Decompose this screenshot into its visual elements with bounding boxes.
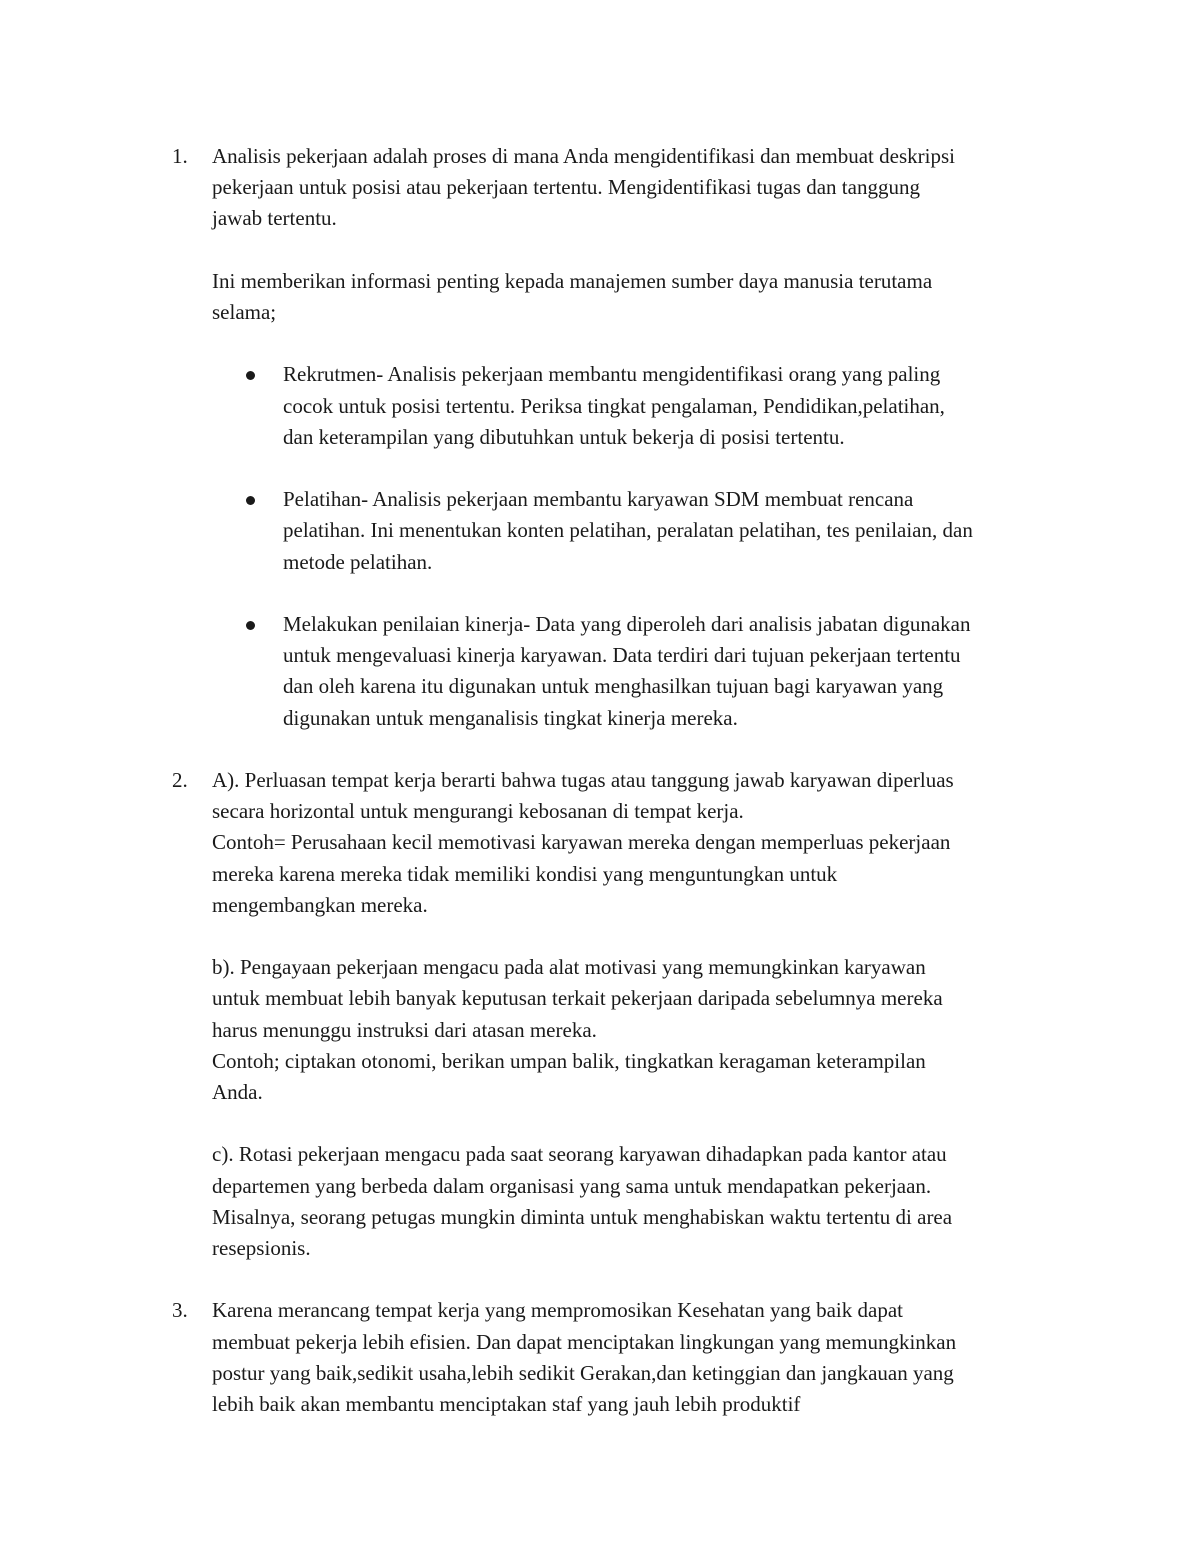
- bullet-list: [212, 359, 1072, 733]
- list-item-3: [172, 1295, 1072, 1420]
- list-number: 3.: [172, 1298, 188, 1323]
- bullet-text: Rekrutmen- Analisis pekerjaan membantu mengidentifikasi orang yang paling cocok untuk posisi tertentu. Periksa tingkat pengalaman, Pendidikan,pelatihan, dan keterampilan yang dibutuhkan untuk bekerja di posisi tertentu.: [283, 362, 945, 449]
- bullet-icon: [246, 496, 255, 505]
- paragraph: c). Rotasi pekerjaan mengacu pada saat seorang karyawan dihadapkan pada kantor atau departemen yang berbeda dalam organisasi yang sama untuk mendapatkan pekerjaan. Misalnya, seorang petugas mungkin diminta untuk menghabiskan waktu tertentu di area resepsionis.: [212, 1142, 953, 1260]
- bullet-text: Melakukan penilaian kinerja- Data yang diperoleh dari analisis jabatan digunakan untuk mengevaluasi kinerja karyawan. Data terdiri dari tujuan pekerjaan tertentu dan oleh karena itu digunakan untuk menghasilkan tujuan bagi karyawan yang digunakan untuk menganalisis tingkat kinerja mereka.: [283, 611, 971, 730]
- bullet-text: Pelatihan- Analisis pekerjaan membantu karyawan SDM membuat rencana pelatihan. Ini menentukan konten pelatihan, peralatan pelatihan, tes penilaian, dan metode pelatihan.: [283, 487, 973, 574]
- list-number: 2.: [172, 767, 188, 792]
- paragraph: A). Perluasan tempat kerja berarti bahwa tugas atau tanggung jawab karyawan diperluas secara horizontal untuk mengurangi kebosanan di tempat kerja. Contoh= Perusahaan kecil memotivasi karyawan mereka dengan memperluas pekerjaan mereka karena mereka tidak memiliki kondisi yang menguntungkan untuk mengembangkan mereka.: [212, 767, 954, 917]
- list-item-2: [172, 765, 1072, 1264]
- list-item-1: [172, 141, 1072, 734]
- paragraph: Analisis pekerjaan adalah proses di mana Anda mengidentifikasi dan membuat deskripsi pekerjaan untuk posisi atau pekerjaan tertentu. Mengidentifikasi tugas dan tanggung jawab tertentu.: [212, 144, 955, 231]
- paragraph: b). Pengayaan pekerjaan mengacu pada alat motivasi yang memungkinkan karyawan untuk membuat lebih banyak keputusan terkait pekerjaan daripada sebelumnya mereka harus menunggu instruksi dari atasan mereka. Contoh; ciptakan otonomi, berikan umpan balik, tingkatkan keragaman keterampilan Anda.: [212, 955, 943, 1104]
- paragraph: Karena merancang tempat kerja yang mempromosikan Kesehatan yang baik dapat membuat pekerja lebih efisien. Dan dapat menciptakan lingkungan yang memungkinkan postur yang baik,sedikit usaha,lebih sedikit Gerakan,dan ketinggian dan jangkauan yang lebih baik akan membantu menciptakan staf yang jauh lebih produktif: [212, 1298, 957, 1416]
- document-body: [172, 141, 1072, 1420]
- bullet-icon: [246, 621, 255, 630]
- bullet-icon: [246, 371, 255, 380]
- paragraph: Ini memberikan informasi penting kepada manajemen sumber daya manusia terutama selama;: [212, 268, 933, 324]
- bullet-item: [212, 359, 1072, 453]
- list-number: 1.: [172, 144, 188, 168]
- bullet-item: [212, 484, 1072, 578]
- bullet-item: [212, 609, 1072, 734]
